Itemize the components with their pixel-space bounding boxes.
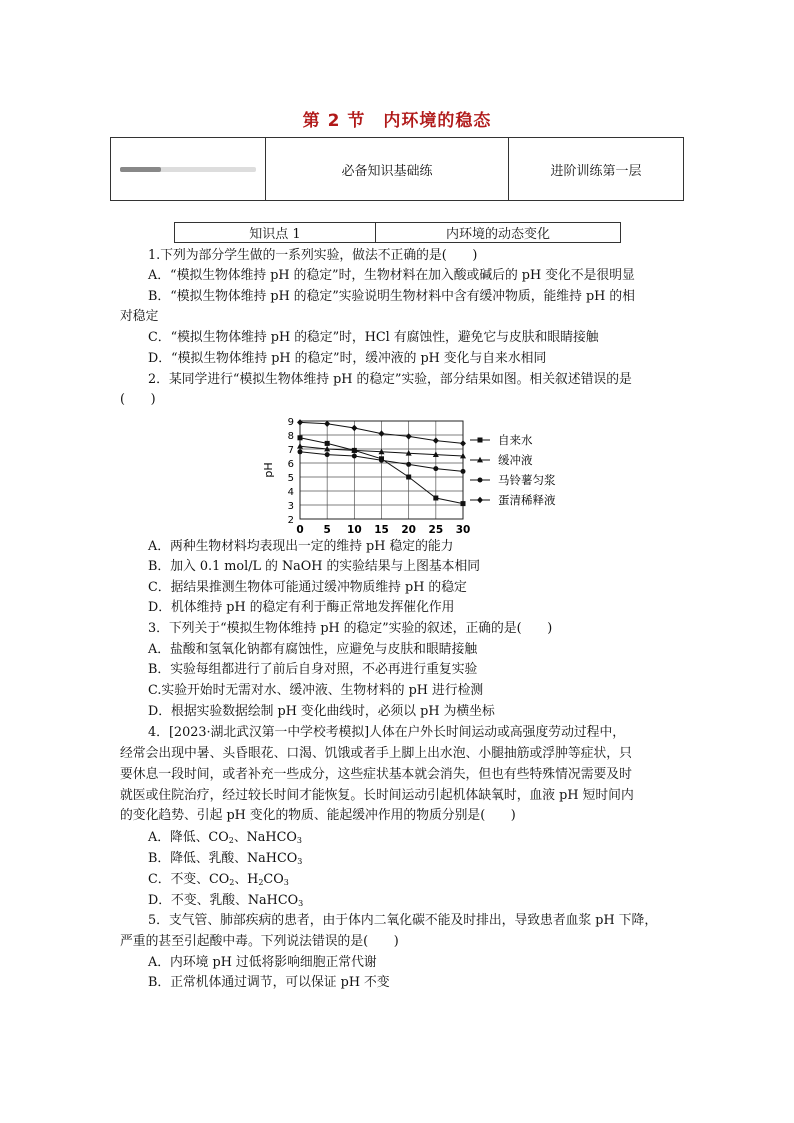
data-point-3 — [324, 421, 330, 427]
question-1: 1.下列为部分学生做的一系列实验，做法不正确的是( ) — [148, 248, 478, 263]
q1-option-a: A．“模拟生物体维持 pH 的稳定”时，生物材料在加入酸或碱后的 pH 变化不是很明显 — [148, 268, 635, 283]
q2-option-d: D．机体维持 pH 的稳定有利于酶正常地发挥催化作用 — [148, 600, 455, 615]
q3-option-b: B．实验每组都进行了前后自身对照，不必再进行重复实验 — [148, 662, 478, 677]
data-point-3 — [460, 440, 466, 446]
q2-option-b: B．加入 0.1 mol/L 的 NaOH 的实验结果与上图基本相同 — [148, 559, 481, 574]
q4b-sub: 3 — [297, 857, 303, 866]
q4c-text-2: 、H — [234, 872, 259, 887]
y-tick-label: 2 — [287, 515, 294, 526]
q4a-sub-2: 3 — [296, 836, 302, 845]
q1-option-b: B．“模拟生物体维持 pH 的稳定”实验说明生物材料中含有缓冲物质，能维持 pH 的相 — [148, 289, 635, 304]
data-point-2 — [433, 466, 438, 471]
progress-fill — [120, 167, 161, 172]
y-tick-label: 3 — [287, 501, 294, 512]
q4c-sub-2: 2 — [258, 878, 264, 887]
data-point-3 — [406, 433, 412, 439]
legend-marker-0 — [478, 438, 483, 443]
question-4: 4．[2023·湖北武汉第一中学校考模拟]人体在户外长时间运动或高强度劳动过程中， — [148, 725, 626, 740]
question-4-line-3: 要休息一段时间，或者补充一些成分，这些症状基本就会消失，但也有些特殊情况需要及时 — [120, 767, 632, 782]
q5-option-b: B．正常机体通过调节，可以保证 pH 不变 — [148, 975, 390, 990]
q3-option-c: C.实验开始时无需对水、缓冲液、生物材料的 pH 进行检测 — [148, 683, 484, 698]
y-tick-label: 4 — [287, 487, 294, 498]
q4d-text: D．不变、乳酸、NaHCO — [148, 893, 299, 908]
data-point-0 — [461, 501, 466, 506]
knowledge-point-table — [174, 222, 621, 243]
knowledge-point-topic: 内环境的动态变化 — [376, 223, 621, 243]
data-point-3 — [297, 419, 303, 425]
q4d-sub: 3 — [298, 899, 304, 908]
legend-marker-2 — [478, 478, 483, 483]
data-point-0 — [325, 441, 330, 446]
x-tick-label: 10 — [347, 524, 362, 536]
q5-option-a: A．内环境 pH 过低将影响细胞正常代谢 — [148, 955, 377, 970]
data-point-1 — [297, 443, 303, 449]
q1-option-d: D．“模拟生物体维持 pH 的稳定”时，缓冲液的 pH 变化与自来水相同 — [148, 351, 547, 366]
data-point-2 — [325, 452, 330, 457]
q4-option-d — [148, 891, 303, 911]
data-point-2 — [298, 449, 303, 454]
y-tick-label: 6 — [287, 459, 294, 470]
x-tick-label: 25 — [428, 524, 444, 536]
progress-bar — [120, 167, 256, 172]
y-tick-label: 7 — [287, 445, 294, 456]
data-point-3 — [379, 430, 385, 436]
legend-label-2: 马铃薯匀浆 — [498, 473, 556, 487]
q4a-sub-1: 2 — [228, 836, 234, 845]
legend-marker-3 — [477, 497, 483, 503]
q4c-sub-1: 2 — [229, 878, 235, 887]
question-2: 2．某同学进行“模拟生物体维持 pH 的稳定”实验，部分结果如图。相关叙述错误的是 — [148, 372, 632, 387]
x-tick-label: 20 — [401, 524, 416, 536]
knowledge-point-label: 知识点 1 — [175, 223, 376, 243]
x-tick-label: 15 — [374, 524, 389, 536]
question-5-cont: 严重的甚至引起酸中毒。下列说法错误的是( ) — [120, 934, 399, 949]
q4a-text-2: 、NaHCO — [233, 830, 297, 845]
q4c-text-3: CO — [263, 872, 284, 887]
header-advanced-cell: 进阶训练第一层 — [509, 138, 684, 201]
q3-option-d: D．根据实验数据绘制 pH 变化曲线时，必须以 pH 为横坐标 — [148, 704, 495, 719]
q4-option-a — [148, 828, 302, 848]
question-4-line-5: 的变化趋势、引起 pH 变化的物质、能起缓冲作用的物质分别是( ) — [120, 808, 516, 823]
ph-line-chart — [258, 412, 598, 537]
data-point-2 — [352, 454, 357, 459]
section-name: 内环境的稳态 — [383, 111, 492, 131]
x-tick-label: 0 — [296, 524, 304, 536]
data-point-2 — [379, 458, 384, 463]
q4-option-b — [148, 849, 302, 869]
q2-option-c: C．据结果推测生物体可能通过缓冲物质维持 pH 的稳定 — [148, 580, 467, 595]
q4-option-c — [148, 870, 289, 890]
q1-option-c: C．“模拟生物体维持 pH 的稳定”时，HCl 有腐蚀性，避免它与皮肤和眼睛接触 — [148, 330, 599, 345]
q4a-text: A．降低、CO — [148, 830, 229, 845]
y-tick-label: 9 — [287, 417, 294, 428]
question-5: 5．支气管、肺部疾病的患者，由于体内二氧化碳不能及时排出，导致患者血浆 pH 下降， — [148, 913, 658, 928]
x-tick-label: 30 — [455, 524, 471, 536]
legend-label-1: 缓冲液 — [498, 453, 533, 467]
header-logo-cell — [111, 138, 266, 201]
y-axis-label: pH — [262, 462, 275, 478]
data-point-2 — [406, 462, 411, 467]
question-3: 3．下列关于“模拟生物体维持 pH 的稳定”实验的叙述，正确的是( ) — [148, 621, 553, 636]
x-tick-label: 5 — [323, 524, 331, 536]
question-4-line-2: 经常会出现中暑、头昏眼花、口渴、饥饿或者手上脚上出水泡、小腿抽筋或浮肿等症状，只 — [120, 746, 632, 761]
data-point-0 — [433, 496, 438, 501]
q4c-text: C．不变、CO — [148, 872, 230, 887]
section-title — [0, 106, 794, 131]
data-point-3 — [351, 425, 357, 431]
q3-option-a: A．盐酸和氢氧化钠都有腐蚀性，应避免与皮肤和眼睛接触 — [148, 642, 478, 657]
question-4-line-4: 就医或住院治疗，经过较长时间才能恢复。长时间运动引起机体缺氧时，血液 pH 短时间内 — [120, 788, 634, 803]
y-tick-label: 5 — [287, 473, 294, 484]
q1-option-b-cont: 对稳定 — [120, 309, 159, 324]
q4c-sub-3: 3 — [283, 878, 289, 887]
data-point-0 — [298, 435, 303, 440]
y-tick-label: 8 — [287, 431, 294, 442]
question-2-cont: ( ) — [120, 392, 156, 407]
legend-label-3: 蛋清稀释液 — [498, 493, 556, 507]
header-table — [110, 137, 684, 201]
q2-option-a: A．两种生物材料均表现出一定的维持 pH 稳定的能力 — [148, 539, 454, 554]
q4b-text: B．降低、乳酸、NaHCO — [148, 851, 298, 866]
data-point-3 — [433, 437, 439, 443]
section-number: 第 2 节 — [302, 111, 366, 131]
data-point-0 — [406, 475, 411, 480]
data-point-2 — [461, 469, 466, 474]
legend-label-0: 自来水 — [498, 433, 533, 447]
header-basic-cell: 必备知识基础练 — [266, 138, 509, 201]
